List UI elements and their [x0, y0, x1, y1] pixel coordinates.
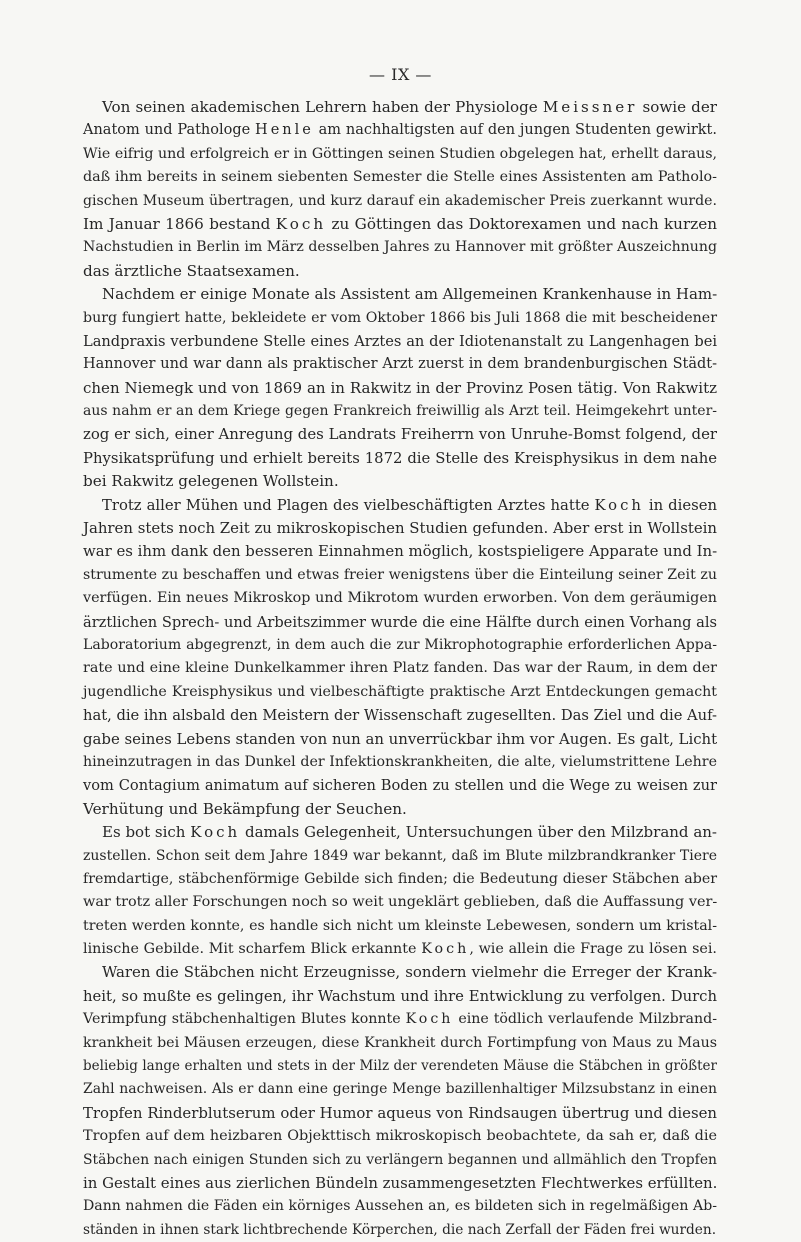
text-run: Nachstudien in Berlin im März desselben Jahres zu Hannover mit größter Auszeichnung — [83, 239, 717, 256]
text-run: zustellen. Schon seit dem Jahre 1849 war bekannt, daß im Blute milzbrandkranker Tiere — [83, 847, 717, 864]
spaced-name: Koch — [421, 941, 470, 958]
text-line — [83, 1055, 717, 1078]
text-run: ärztlichen Sprech- und Arbeitszimmer wurde die eine Hälfte durch einen Vorhang als — [83, 613, 717, 631]
text-run: rate und eine kleine Dunkelkammer ihren Platz fanden. Das war der Raum, in dem der — [83, 660, 717, 677]
text-run: sowie der — [637, 98, 717, 116]
text-run: am nachhaltigsten auf den jungen Studenten gewirkt. — [313, 122, 717, 139]
text-line — [83, 681, 717, 704]
text-run: Waren die Stäbchen nicht Erzeugnisse, sondern vielmehr die Erreger der Krank- — [102, 963, 717, 982]
text-line — [83, 260, 717, 283]
text-line — [83, 236, 717, 259]
spaced-name: Koch — [190, 823, 241, 842]
text-run: aus nahm er an dem Kriege gegen Frankreich freiwillig als Arzt teil. Heimgekehrt unter- — [83, 403, 717, 420]
text-run: zu Göttingen das Doktorexamen und nach kurzen — [326, 214, 717, 233]
text-line — [83, 611, 717, 634]
text-line — [83, 938, 717, 961]
text-run: jugendliche Kreisphysikus und vielbeschäftigte praktische Arzt Entdeckungen gemacht — [83, 683, 717, 700]
text-run: Verhütung und Bekämpfung der Seuchen. — [83, 799, 407, 818]
text-run: strumente zu beschaffen und etwas freier wenigstens über die Einteilung seiner Zeit zu — [83, 566, 717, 583]
text-run: burg fungiert hatte, bekleidete er vom Oktober 1866 bis Juli 1868 die mit bescheidener — [83, 309, 717, 326]
text-line — [83, 283, 717, 306]
text-line — [83, 728, 717, 751]
text-line — [83, 540, 717, 563]
text-run: Tropfen auf dem heizbaren Objekttisch mikroskopisch beobachtete, da sah er, daß die — [83, 1128, 717, 1145]
text-run: , wie allein die Frage zu lösen sei. — [469, 941, 717, 958]
text-run: Laboratorium abgegrenzt, in dem auch die zur Mikrophotographie erforderlichen Appa- — [83, 636, 717, 653]
text-line — [83, 119, 717, 142]
text-line — [83, 517, 717, 540]
text-run: krankheit bei Mäusen erzeugen, diese Krankheit durch Fortimpfung von Maus zu Maus — [83, 1034, 717, 1051]
text-run: Landpraxis verbundene Stelle eines Arztes an der Idiotenanstalt zu Langenhagen bei — [83, 332, 717, 350]
text-run: damals Gelegenheit, Untersuchungen über den Milzbrand an- — [240, 823, 717, 842]
text-run: Tropfen Rinderblutserum oder Humor aqueus von Rindsaugen übertrug und diesen — [83, 1103, 717, 1122]
text-run: war es ihm dank den besseren Einnahmen möglich, kostspieligere Apparate und In- — [83, 542, 718, 561]
text-line — [83, 657, 717, 680]
text-run: Es bot sich — [102, 823, 191, 842]
text-line — [83, 868, 717, 891]
text-run: linische Gebilde. Mit scharfem Blick erkannte — [83, 941, 422, 958]
text-run: vom Contagium animatum auf sicheren Boden zu stellen und die Wege zu weisen zur — [83, 777, 717, 795]
text-line — [83, 423, 717, 446]
text-run: gabe seines Lebens standen von nun an unverrückbar ihm vor Augen. Es galt, Licht — [83, 729, 718, 748]
text-line — [83, 1125, 717, 1148]
text-line — [83, 307, 717, 330]
text-line — [83, 985, 717, 1008]
text-run: verfügen. Ein neues Mikroskop und Mikrotom wurden erworben. Von dem geräumigen — [83, 590, 717, 607]
text-run: eine tödlich verlaufende Milzbrand- — [453, 1011, 717, 1028]
text-run: beliebig lange erhalten und stets in der Milz der verendeten Mäuse die Stäbchen in größter — [83, 1058, 717, 1075]
text-line — [83, 587, 717, 610]
text-run: ständen in ihnen stark lichtbrechende Körperchen, die nach Zerfall der Fäden frei wurden. — [83, 1221, 717, 1238]
text-line — [83, 96, 717, 119]
text-run: Im Januar 1866 bestand — [83, 214, 276, 233]
text-run: daß ihm bereits in seinem siebenten Semester die Stelle eines Assistenten am Patholo- — [83, 169, 717, 186]
text-run: Zahl nachweisen. Als er dann eine geringe Menge bazillenhaltiger Milzsubstanz in einen — [83, 1081, 717, 1098]
body-text — [83, 96, 717, 1242]
text-run: das ärztliche Staatsexamen. — [83, 261, 300, 280]
text-line — [83, 353, 717, 376]
text-line — [83, 190, 717, 213]
text-line — [83, 821, 717, 844]
text-line — [83, 166, 717, 189]
spaced-name: Koch — [405, 1011, 454, 1028]
text-line — [83, 470, 717, 493]
text-run: hat, die ihn alsbald den Meistern der Wissenschaft zugesellten. Das Ziel und die Auf- — [83, 707, 717, 725]
text-run: fremdartige, stäbchenförmige Gebilde sich finden; die Bedeutung dieser Stäbchen aber — [83, 870, 717, 887]
text-run: Trotz aller Mühen und Plagen des vielbeschäftigten Arztes hatte — [102, 496, 595, 514]
text-line — [83, 447, 717, 470]
text-run: in diesen — [643, 496, 717, 514]
text-run: treten werden konnte, es handle sich nicht um kleinste Lebewesen, sondern um kristal- — [83, 917, 717, 934]
text-run: Wie eifrig und erfolgreich er in Göttingen seinen Studien obgelegen hat, erhellt daraus, — [83, 145, 717, 162]
text-run: bei Rakwitz gelegenen Wollstein. — [83, 472, 339, 491]
text-line — [83, 1032, 717, 1055]
text-line — [83, 1172, 717, 1195]
text-run: Hannover und war dann als praktischer Arzt zuerst in dem brandenburgischen Städt- — [83, 356, 717, 373]
text-run: Dann nahmen die Fäden ein körniges Aussehen an, es bildeten sich in regelmäßigen Ab- — [83, 1198, 717, 1215]
text-run: heit, so mußte es gelingen, ihr Wachstum und ihre Entwicklung zu verfolgen. Durch — [83, 987, 717, 1005]
text-run: Physikatsprüfung und erhielt bereits 1872 die Stelle des Kreisphysikus in dem nahe — [83, 449, 717, 467]
text-run: Jahren stets noch Zeit zu mikroskopischen Studien gefunden. Aber erst in Wollstein — [83, 519, 717, 538]
text-line — [83, 1008, 717, 1031]
text-line — [83, 1149, 717, 1172]
text-line — [83, 891, 717, 914]
text-run: Verimpfung stäbchenhaltigen Blutes konnte — [83, 1011, 406, 1028]
text-line — [83, 377, 717, 400]
spaced-name: Koch — [594, 496, 644, 514]
text-run: zog er sich, einer Anregung des Landrats Freiherrn von Unruhe-Bomst folgend, der — [83, 425, 717, 444]
text-line — [83, 774, 717, 797]
spaced-name: Koch — [275, 214, 327, 233]
text-line — [83, 915, 717, 938]
text-line — [83, 751, 717, 774]
text-line — [83, 213, 717, 236]
spaced-name: Meissner — [542, 98, 638, 116]
page-number: — IX — — [369, 65, 432, 84]
text-line — [83, 961, 717, 984]
text-line — [83, 1102, 717, 1125]
text-run: in Gestalt eines aus zierlichen Bündeln zusammengesetzten Flechtwerkes erfüllten. — [83, 1173, 718, 1192]
text-line — [83, 798, 717, 821]
text-line — [83, 1078, 717, 1101]
text-line — [83, 845, 717, 868]
text-run: Anatom und Pathologe — [83, 122, 256, 139]
text-run: Von seinen akademischen Lehrern haben der Physiologe — [102, 98, 543, 116]
text-line — [83, 400, 717, 423]
text-line — [83, 564, 717, 587]
text-run: chen Niemegk und von 1869 an in Rakwitz in der Provinz Posen tätig. Von Rakwitz — [83, 378, 717, 397]
text-run: war trotz aller Forschungen noch so weit ungeklärt geblieben, daß die Auffassung ver- — [83, 894, 718, 911]
text-line — [83, 1195, 717, 1218]
text-line — [83, 143, 717, 166]
text-line — [83, 330, 717, 353]
text-run: Stäbchen nach einigen Stunden sich zu verlängern begannen und allmählich den Tropfen — [83, 1151, 717, 1168]
text-run: hineinzutragen in das Dunkel der Infektionskrankheiten, die alte, vielumstrittene Lehre — [83, 753, 717, 770]
text-run: gischen Museum übertragen, und kurz darauf ein akademischer Preis zuerkannt wurde. — [83, 192, 717, 209]
text-line — [83, 704, 717, 727]
text-run: Nachdem er einige Monate als Assistent am Allgemeinen Krankenhause in Ham- — [102, 285, 718, 304]
text-line — [83, 634, 717, 657]
text-line — [83, 494, 717, 517]
spaced-name: Henle — [255, 122, 314, 139]
